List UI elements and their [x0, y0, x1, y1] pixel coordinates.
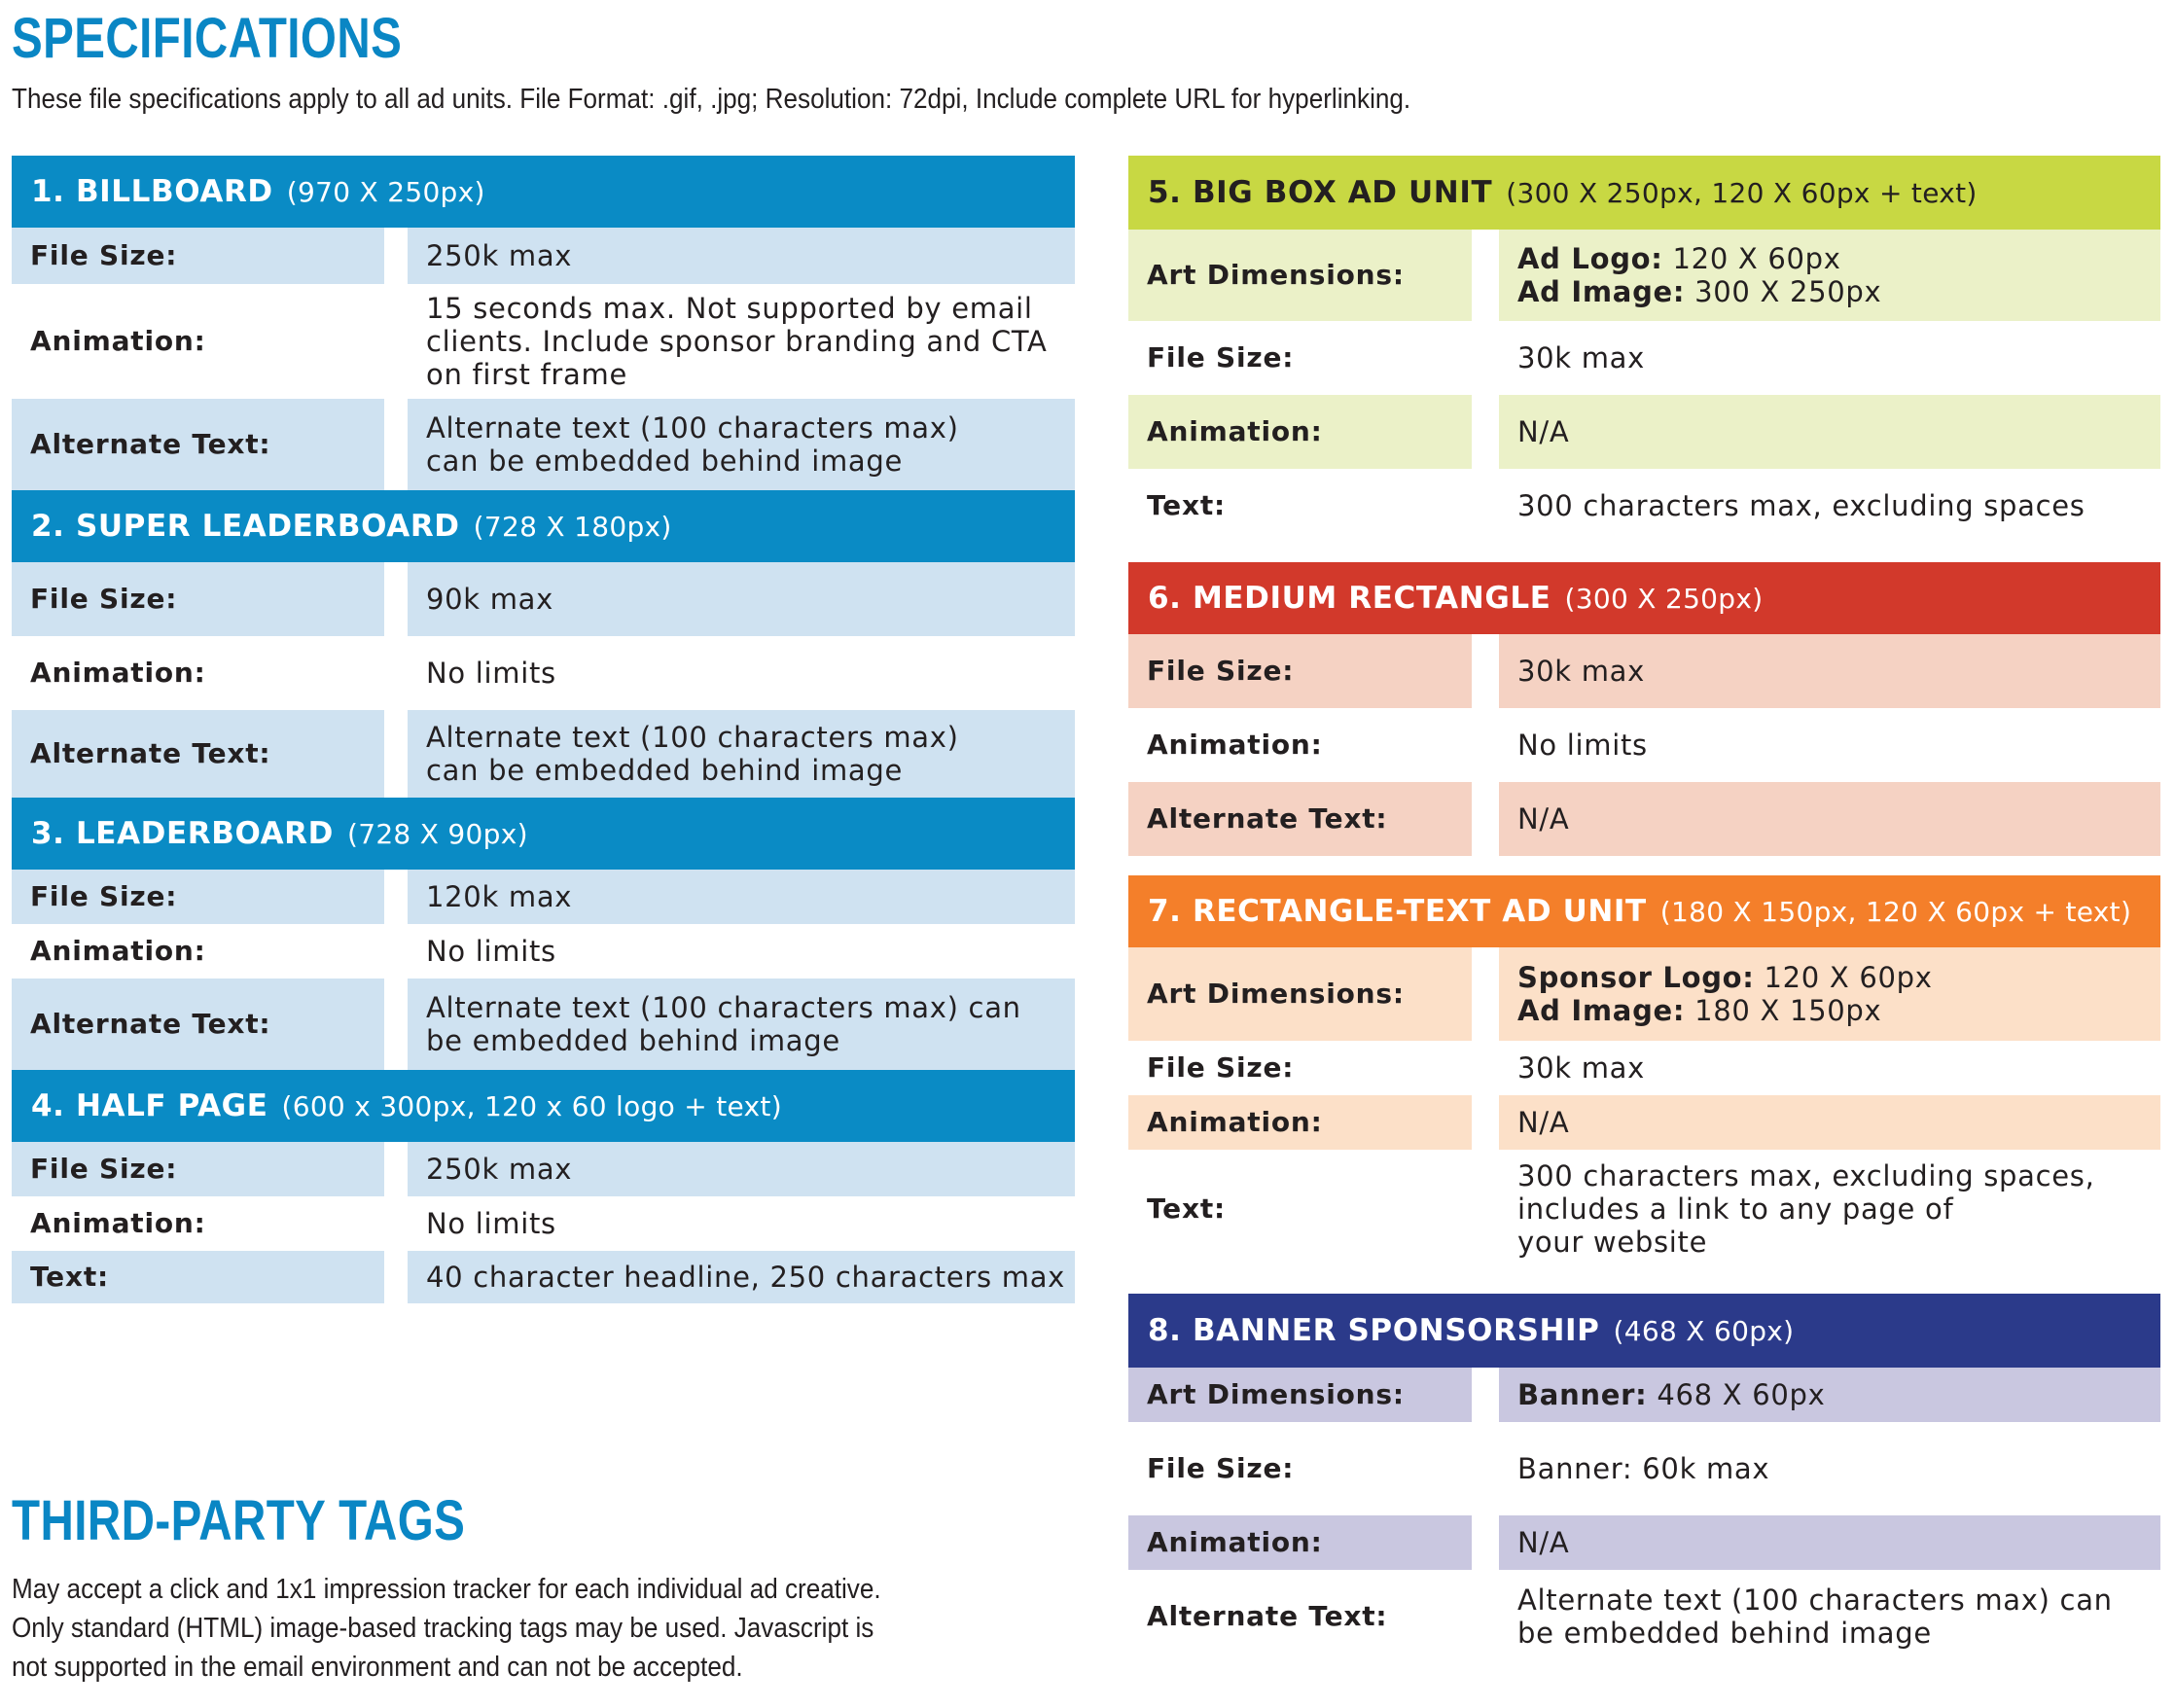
spec-label: Animation:: [30, 1207, 206, 1239]
section-header: [12, 156, 1075, 228]
spec-label: Animation:: [30, 657, 206, 689]
spec-value-line: [1517, 1226, 2153, 1259]
spec-value-line: [1517, 961, 2153, 994]
spec-row: [1128, 469, 2160, 543]
spec-label: Art Dimensions:: [1128, 1368, 1472, 1422]
section-dimensions: (728 X 90px): [346, 817, 528, 850]
spec-value-line: [426, 1024, 1067, 1057]
intro-text: These file specifications apply to all ad units. File Format: .gif, .jpg; Resolution: 72dpi, Include complete URL for hyperlinking.: [12, 84, 1411, 115]
spec-section: [1128, 875, 2160, 1268]
spec-label: Alternate Text:: [1128, 782, 1472, 856]
spec-label: Text:: [1147, 489, 1227, 521]
spec-value-key: Banner:: [1517, 1378, 1648, 1411]
spec-value-line: [1517, 1452, 2153, 1485]
spec-row: [1128, 1095, 2160, 1150]
spec-row: [12, 399, 1075, 490]
spec-row: [1128, 321, 2160, 395]
spec-value-line: [1517, 1583, 2153, 1617]
spec-value-text: can be embedded behind image: [426, 445, 904, 478]
section-spacer: [1128, 543, 2160, 562]
spec-value-text: 30k max: [1517, 1051, 1645, 1085]
spec-row: [1128, 1368, 2160, 1422]
spec-value: [408, 870, 1075, 924]
section-spacer: [1128, 856, 2160, 875]
spec-label: Alternate Text:: [1147, 1600, 1388, 1632]
spec-label: Animation:: [30, 935, 206, 967]
spec-value: [408, 1142, 1075, 1196]
spec-row: [12, 979, 1075, 1070]
spec-value: [1499, 634, 2160, 708]
spec-value-key: Ad Logo:: [1517, 242, 1663, 275]
spec-value-line: [426, 754, 1067, 787]
section-header: [12, 490, 1075, 562]
spec-label: Text:: [12, 1251, 384, 1303]
spec-row: [12, 562, 1075, 636]
spec-value-line: [1517, 415, 2153, 448]
spec-row: [1128, 782, 2160, 856]
spec-value-text: 40 character headline, 250 characters max: [426, 1261, 1066, 1294]
spec-row: [1128, 1570, 2160, 1663]
spec-label: File Size:: [1128, 634, 1472, 708]
spec-value-line: [426, 1153, 1067, 1186]
spec-value-text: 300 characters max, excluding spaces: [1517, 489, 2086, 522]
spec-value-text: 468 X 60px: [1647, 1378, 1826, 1411]
left-column: [12, 156, 1075, 1303]
spec-value-text: your website: [1517, 1226, 1708, 1259]
spec-value-text: 180 X 150px: [1685, 994, 1882, 1027]
spec-label: Alternate Text:: [12, 399, 384, 490]
spec-value-line: [1517, 1617, 2153, 1650]
spec-value-text: N/A: [1517, 415, 1570, 448]
spec-label: Alternate Text:: [12, 710, 384, 798]
spec-value-line: [426, 1261, 1067, 1294]
spec-value-key: Sponsor Logo:: [1517, 961, 1755, 994]
spec-value-line: [1517, 994, 2153, 1027]
spec-value-text: No limits: [1517, 729, 1648, 762]
spec-value-line: [426, 325, 1067, 358]
spec-value: [1499, 708, 2160, 782]
spec-label: File Size:: [1147, 341, 1295, 374]
spec-value-text: 120k max: [426, 880, 573, 913]
spec-value-text: on first frame: [426, 358, 628, 391]
spec-section: [1128, 562, 2160, 856]
spec-value-line: [426, 358, 1067, 391]
spec-value-line: [1517, 655, 2153, 688]
spec-row: [1128, 634, 2160, 708]
spec-row: [1128, 1515, 2160, 1570]
section-title: 1. BILLBOARD: [31, 174, 273, 209]
spec-value-text: No limits: [426, 1207, 556, 1240]
spec-value-text: 250k max: [426, 1153, 573, 1186]
spec-value-line: [426, 445, 1067, 478]
spec-value-line: [1517, 1378, 2153, 1411]
section-title: 6. MEDIUM RECTANGLE: [1148, 581, 1551, 616]
spec-label: Animation:: [1128, 1515, 1472, 1570]
spec-row: [12, 284, 1075, 399]
spec-row: [1128, 1422, 2160, 1515]
spec-value-line: [426, 1207, 1067, 1240]
spec-value: [1499, 1041, 2160, 1095]
spec-value-line: [426, 991, 1067, 1024]
spec-value-line: [1517, 1159, 2153, 1192]
page-title: SPECIFICATIONS: [12, 7, 403, 70]
section-dimensions: (300 X 250px, 120 X 60px + text): [1506, 176, 1978, 209]
spec-value: [1499, 1095, 2160, 1150]
spec-value: [1499, 321, 2160, 395]
section-header: [1128, 156, 2160, 230]
spec-value-text: 250k max: [426, 239, 573, 272]
spec-value-line: [426, 411, 1067, 445]
section-title: 2. SUPER LEADERBOARD: [31, 509, 460, 544]
spec-section: [12, 156, 1075, 490]
spec-value-text: 15 seconds max. Not supported by email: [426, 292, 1033, 325]
spec-row: [12, 228, 1075, 284]
spec-value-text: be embedded behind image: [426, 1024, 840, 1057]
spec-label: Animation:: [1128, 395, 1472, 469]
spec-value-line: [426, 292, 1067, 325]
spec-value-text: 120 X 60px: [1754, 961, 1933, 994]
spec-value: [408, 979, 1075, 1070]
spec-section: [1128, 1294, 2160, 1663]
spec-value: [408, 228, 1075, 284]
spec-row: [1128, 1041, 2160, 1095]
spec-row: [12, 924, 1075, 979]
spec-value-line: [1517, 242, 2153, 275]
spec-value-text: 300 characters max, excluding spaces,: [1517, 1159, 2095, 1192]
spec-section: [12, 1070, 1075, 1303]
spec-value-text: Alternate text (100 characters max): [426, 721, 959, 754]
spec-value-line: [1517, 1526, 2153, 1559]
spec-value-text: 30k max: [1517, 655, 1645, 688]
spec-label: File Size:: [12, 1142, 384, 1196]
spec-value-line: [426, 583, 1067, 616]
spec-value-key: Ad Image:: [1517, 275, 1686, 308]
spec-row: [12, 870, 1075, 924]
spec-row: [1128, 708, 2160, 782]
section-header: [12, 1070, 1075, 1142]
section-header: [1128, 562, 2160, 634]
spec-label: Animation:: [30, 325, 206, 357]
spec-label: File Size:: [12, 228, 384, 284]
spec-value: [1499, 1422, 2160, 1515]
spec-row: [1128, 230, 2160, 321]
spec-value-text: N/A: [1517, 1526, 1570, 1559]
spec-label: Art Dimensions:: [1128, 230, 1472, 321]
spec-label: File Size:: [1147, 1051, 1295, 1084]
spec-value-text: Banner: 60k max: [1517, 1452, 1770, 1485]
spec-value-line: [426, 239, 1067, 272]
spec-value-line: [426, 721, 1067, 754]
spec-value: [1499, 230, 2160, 321]
section-dimensions: (728 X 180px): [473, 510, 672, 543]
spec-label: Text:: [1147, 1192, 1227, 1225]
spec-row: [12, 636, 1075, 710]
spec-value-line: [426, 880, 1067, 913]
spec-value-line: [426, 657, 1067, 690]
spec-value-text: 300 X 250px: [1685, 275, 1882, 308]
section-header: [1128, 1294, 2160, 1368]
spec-value: [408, 562, 1075, 636]
spec-label: Alternate Text:: [12, 979, 384, 1070]
spec-value-text: clients. Include sponsor branding and CTA: [426, 325, 1048, 358]
spec-value: [1499, 395, 2160, 469]
spec-value-text: 90k max: [426, 583, 553, 616]
section-title: 7. RECTANGLE-TEXT AD UNIT: [1148, 894, 1647, 929]
spec-value-text: 30k max: [1517, 341, 1645, 374]
spec-value-line: [1517, 275, 2153, 308]
spec-row: [12, 1142, 1075, 1196]
spec-value-text: N/A: [1517, 802, 1570, 836]
spec-value: [408, 1196, 1075, 1251]
section-dimensions: (970 X 250px): [286, 175, 485, 208]
spec-value-text: No limits: [426, 657, 556, 690]
spec-value-text: Alternate text (100 characters max) can: [1517, 1583, 2113, 1617]
section-dimensions: (468 X 60px): [1613, 1314, 1795, 1347]
spec-label: File Size:: [1147, 1452, 1295, 1484]
spec-value: [1499, 1570, 2160, 1663]
spec-value-text: 120 X 60px: [1662, 242, 1841, 275]
spec-value-line: [1517, 1051, 2153, 1085]
spec-label: Animation:: [1147, 729, 1323, 761]
section-spacer: [1128, 1268, 2160, 1294]
spec-value-line: [426, 935, 1067, 968]
spec-value: [1499, 782, 2160, 856]
spec-value: [408, 399, 1075, 490]
spec-value-line: [1517, 341, 2153, 374]
spec-row: [1128, 395, 2160, 469]
spec-value-text: Alternate text (100 characters max): [426, 411, 959, 445]
spec-label: File Size:: [12, 870, 384, 924]
spec-value-key: Ad Image:: [1517, 994, 1686, 1027]
spec-value: [1499, 469, 2160, 543]
right-column: [1128, 156, 2160, 1663]
section-dimensions: (600 x 300px, 120 x 60 logo + text): [281, 1089, 782, 1122]
spec-value-text: No limits: [426, 935, 556, 968]
third-party-title: THIRD-PARTY TAGS: [12, 1489, 466, 1552]
spec-value-text: Alternate text (100 characters max) can: [426, 991, 1021, 1024]
third-party-line: not supported in the email environment and can not be accepted.: [12, 1652, 743, 1683]
spec-value: [408, 710, 1075, 798]
section-title: 8. BANNER SPONSORSHIP: [1148, 1313, 1600, 1348]
third-party-line: Only standard (HTML) image-based tracking tags may be used. Javascript is: [12, 1613, 874, 1644]
spec-label: File Size:: [12, 562, 384, 636]
spec-value-line: [1517, 489, 2153, 522]
section-dimensions: (300 X 250px): [1564, 582, 1764, 615]
section-title: 4. HALF PAGE: [31, 1088, 268, 1123]
spec-value-line: [1517, 1106, 2153, 1139]
spec-row: [1128, 1150, 2160, 1268]
spec-section: [12, 490, 1075, 798]
spec-row: [12, 1196, 1075, 1251]
spec-value-text: be embedded behind image: [1517, 1617, 1932, 1650]
spec-label: Animation:: [1128, 1095, 1472, 1150]
spec-value: [1499, 1150, 2160, 1268]
spec-value-line: [1517, 1192, 2153, 1226]
spec-value: [408, 1251, 1075, 1303]
spec-value: [1499, 947, 2160, 1041]
spec-value: [408, 636, 1075, 710]
spec-value: [1499, 1368, 2160, 1422]
spec-row: [1128, 947, 2160, 1041]
spec-value-line: [1517, 729, 2153, 762]
spec-section: [12, 798, 1075, 1070]
spec-value: [408, 924, 1075, 979]
spec-value-text: can be embedded behind image: [426, 754, 904, 787]
section-header: [1128, 875, 2160, 947]
third-party-body: [12, 1570, 992, 1687]
spec-value-line: [1517, 802, 2153, 836]
spec-row: [12, 1251, 1075, 1303]
spec-label: Art Dimensions:: [1128, 947, 1472, 1041]
spec-value: [1499, 1515, 2160, 1570]
section-title: 5. BIG BOX AD UNIT: [1148, 175, 1493, 210]
spec-value-text: includes a link to any page of: [1517, 1192, 1954, 1226]
spec-section: [1128, 156, 2160, 543]
spec-value: [408, 284, 1075, 399]
spec-row: [12, 710, 1075, 798]
section-dimensions: (180 X 150px, 120 X 60px + text): [1659, 895, 2132, 928]
third-party-line: May accept a click and 1x1 impression tracker for each individual ad creative.: [12, 1574, 881, 1605]
section-header: [12, 798, 1075, 870]
section-title: 3. LEADERBOARD: [31, 816, 334, 851]
spec-value-text: N/A: [1517, 1106, 1570, 1139]
